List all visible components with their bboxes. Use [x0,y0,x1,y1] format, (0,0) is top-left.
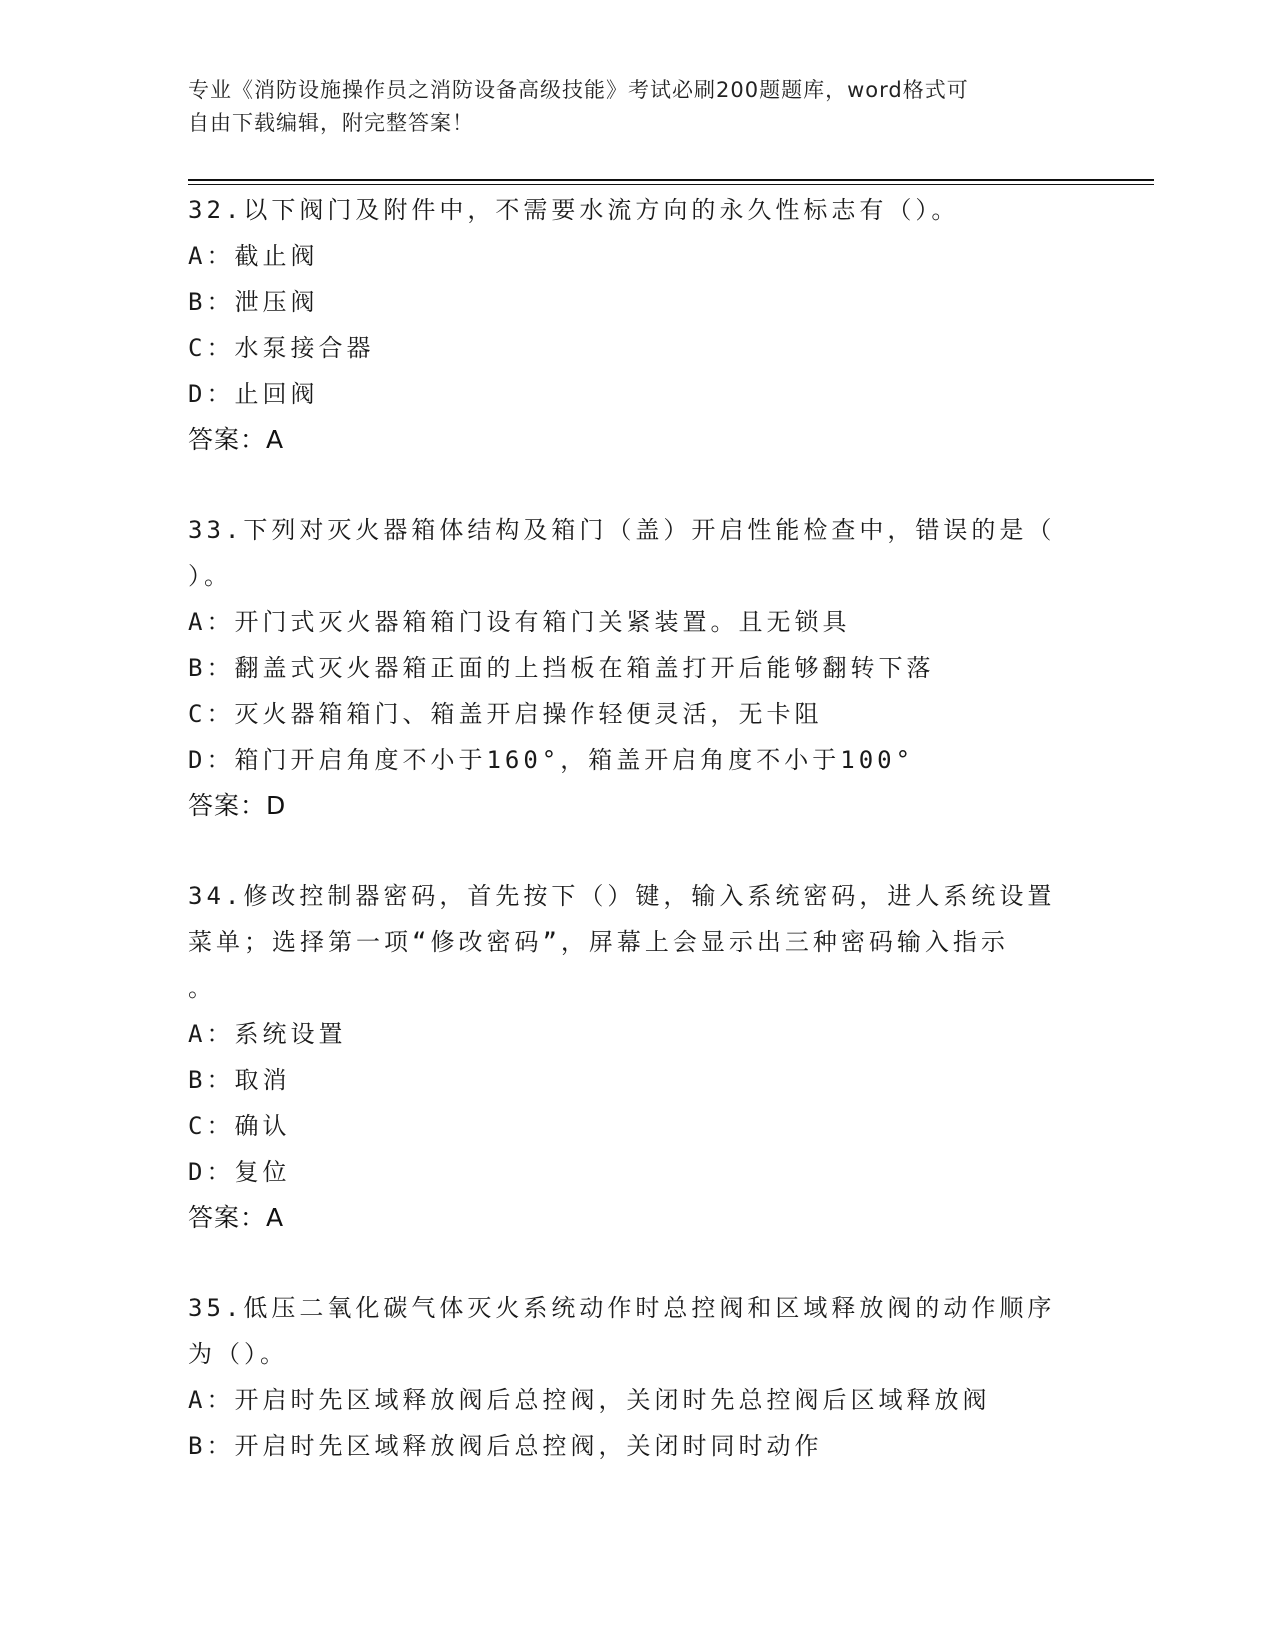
header-line: 专业《消防设施操作员之消防设备高级技能》考试必刷200题题库，word格式可 [188,78,969,102]
answer-line: 答案：D [188,791,287,820]
option-c: C：水泵接合器 [188,334,375,362]
question-35 [188,1285,1088,1469]
question-33 [188,507,1088,829]
question-stem-continued: 为（）。 [188,1340,288,1368]
question-stem: 33.下列对灭火器箱体结构及箱门（盖）开启性能检查中，错误的是（ [188,516,1056,544]
option-a: A：截止阀 [188,242,319,270]
header-line: 自由下载编辑，附完整答案！ [188,111,474,135]
answer-line: 答案：A [188,1203,285,1232]
question-stem-continued: 。 [188,974,216,1002]
option-b: B：泄压阀 [188,288,319,316]
document-header [188,74,1088,140]
option-a: A：开门式灭火器箱箱门设有箱门关紧装置。且无锁具 [188,608,851,636]
question-stem: 34.修改控制器密码，首先按下（）键，输入系统密码，进人系统设置 [188,882,1056,910]
option-d: D：复位 [188,1158,291,1186]
option-c: C：确认 [188,1112,291,1140]
question-list [188,187,1088,1513]
question-stem-continued: 菜单；选择第一项“修改密码”，屏幕上会显示出三种密码输入指示 [188,928,1009,956]
header-divider-thick [188,179,1154,181]
question-stem-continued: ）。 [188,562,232,590]
header-divider-thin [188,184,1154,185]
option-a: A：开启时先区域释放阀后总控阀，关闭时先总控阀后区域释放阀 [188,1386,991,1414]
option-b: B：翻盖式灭火器箱正面的上挡板在箱盖打开后能够翻转下落 [188,654,935,682]
option-b: B：开启时先区域释放阀后总控阀，关闭时同时动作 [188,1432,823,1460]
option-c: C：灭火器箱箱门、箱盖开启操作轻便灵活，无卡阻 [188,700,823,728]
option-a: A：系统设置 [188,1020,347,1048]
option-b: B：取消 [188,1066,291,1094]
option-d: D：止回阀 [188,380,319,408]
option-d: D：箱门开启角度不小于160°，箱盖开启角度不小于100° [188,746,915,774]
question-34 [188,873,1088,1241]
question-stem: 32.以下阀门及附件中，不需要水流方向的永久性标志有（）。 [188,196,960,224]
question-stem: 35.低压二氧化碳气体灭火系统动作时总控阀和区域释放阀的动作顺序 [188,1294,1056,1322]
question-32 [188,187,1088,463]
answer-line: 答案：A [188,425,285,454]
